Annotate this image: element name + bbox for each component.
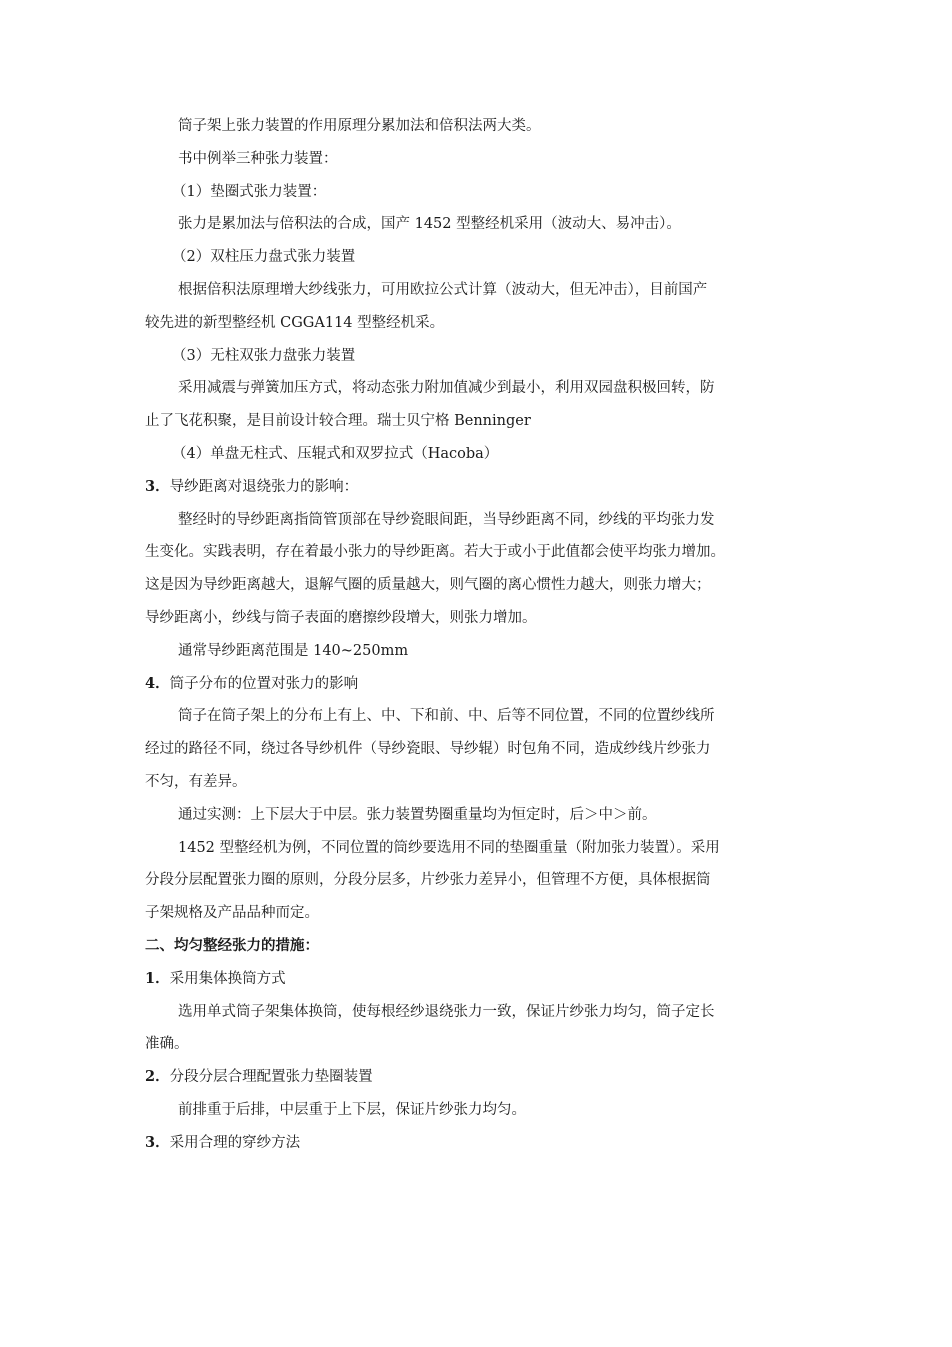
numbered-heading (145, 668, 810, 701)
heading-text: 分段分层合理配置张力垫圈装置 (169, 1069, 373, 1086)
paragraph-line: 分段分层配置张力圈的原则，分段分层多，片纱张力差异小，但管理不方便，具体根据筒 (145, 872, 711, 889)
paragraph-line: 整经时的导纱距离指筒管顶部在导纱瓷眼间距，当导纱距离不同，纱线的平均张力发 (178, 511, 715, 528)
paragraph-line: 筒子架上张力装置的作用原理分累加法和倍积法两大类。 (178, 118, 541, 134)
paragraph-line: 经过的路径不同，绕过各导纱机件（导纱瓷眼、导纱辊）时包角不同，造成纱线片纱张力 (145, 741, 711, 758)
paragraph-line: 不匀，有差异。 (145, 773, 247, 790)
numbered-heading (145, 1127, 810, 1160)
paragraph-line: 止了飞花积聚，是目前设计较合理。瑞士贝宁格 Benninger (145, 413, 531, 430)
paragraph-line: 较先进的新型整经机 CGGA114 型整经机采。 (145, 314, 445, 331)
paragraph-line: 筒子在筒子架上的分布上有上、中、下和前、中、后等不同位置，不同的位置纱线所 (178, 708, 715, 725)
document-body (145, 110, 810, 1160)
paragraph-line: 根据倍积法原理增大纱线张力，可用欧拉公式计算（波动大，但无冲击），目前国产 (178, 281, 708, 298)
paragraph-line: 采用减震与弹簧加压方式，将动态张力附加值减少到最小，利用双园盘积极回转，防 (178, 380, 715, 397)
subheading-line: （2）双柱压力盘式张力装置 (172, 249, 356, 266)
paragraph-line: 子架规格及产品品种而定。 (145, 905, 319, 922)
section-heading: 二、均匀整经张力的措施： (145, 936, 319, 954)
heading-number: 2． (145, 1068, 170, 1086)
paragraph-line: 前排重于后排，中层重于上下层，保证片纱张力均匀。 (178, 1101, 526, 1118)
paragraph-line: 1452 型整经机为例，不同位置的筒纱要选用不同的垫圈重量（附加张力装置）。采用 (178, 839, 720, 856)
paragraph-line: 生变化。实践表明，存在着最小张力的导纱距离。若大于或小于此值都会使平均张力增加。 (145, 544, 725, 561)
paragraph-line: 通过实测：上下层大于中层。张力装置势圈重量均为恒定时，后＞中＞前。 (178, 806, 657, 823)
paragraph-line: 选用单式筒子架集体换筒，使每根经纱退绕张力一致，保证片纱张力均匀，筒子定长 (178, 1003, 715, 1020)
numbered-heading (145, 471, 810, 504)
paragraph-line: 张力是累加法与倍积法的合成，国产 1452 型整经机采用（波动大、易冲击）。 (178, 216, 681, 233)
paragraph-line: 导纱距离小，纱线与筒子表面的磨擦纱段增大，则张力增加。 (145, 609, 537, 626)
subheading-line: （3）无柱双张力盘张力装置 (172, 347, 356, 364)
subheading-line: （4）单盘无柱式、压辊式和双罗拉式（Hacoba） (172, 445, 499, 462)
heading-number: 3． (145, 1133, 170, 1151)
subheading-line: （1）垫圈式张力装置： (172, 183, 327, 200)
heading-number: 3． (145, 477, 170, 495)
paragraph-line: 准确。 (145, 1036, 189, 1053)
heading-text: 筒子分布的位置对张力的影响 (169, 675, 359, 692)
paragraph-line: 通常导纱距离范围是 140~250mm (178, 642, 409, 659)
numbered-heading (145, 963, 810, 996)
heading-text: 采用集体换筒方式 (169, 970, 286, 987)
paragraph-line: 书中例举三种张力装置： (178, 150, 338, 167)
paragraph-line: 这是因为导纱距离越大，退解气圈的质量越大，则气圈的离心惯性力越大，则张力增大； (145, 577, 711, 594)
heading-text: 导纱距离对退绕张力的影响： (169, 478, 359, 495)
heading-text: 采用合理的穿纱方法 (169, 1134, 301, 1151)
heading-number: 1． (145, 969, 170, 987)
heading-number: 4． (145, 674, 170, 692)
numbered-heading (145, 1061, 810, 1094)
